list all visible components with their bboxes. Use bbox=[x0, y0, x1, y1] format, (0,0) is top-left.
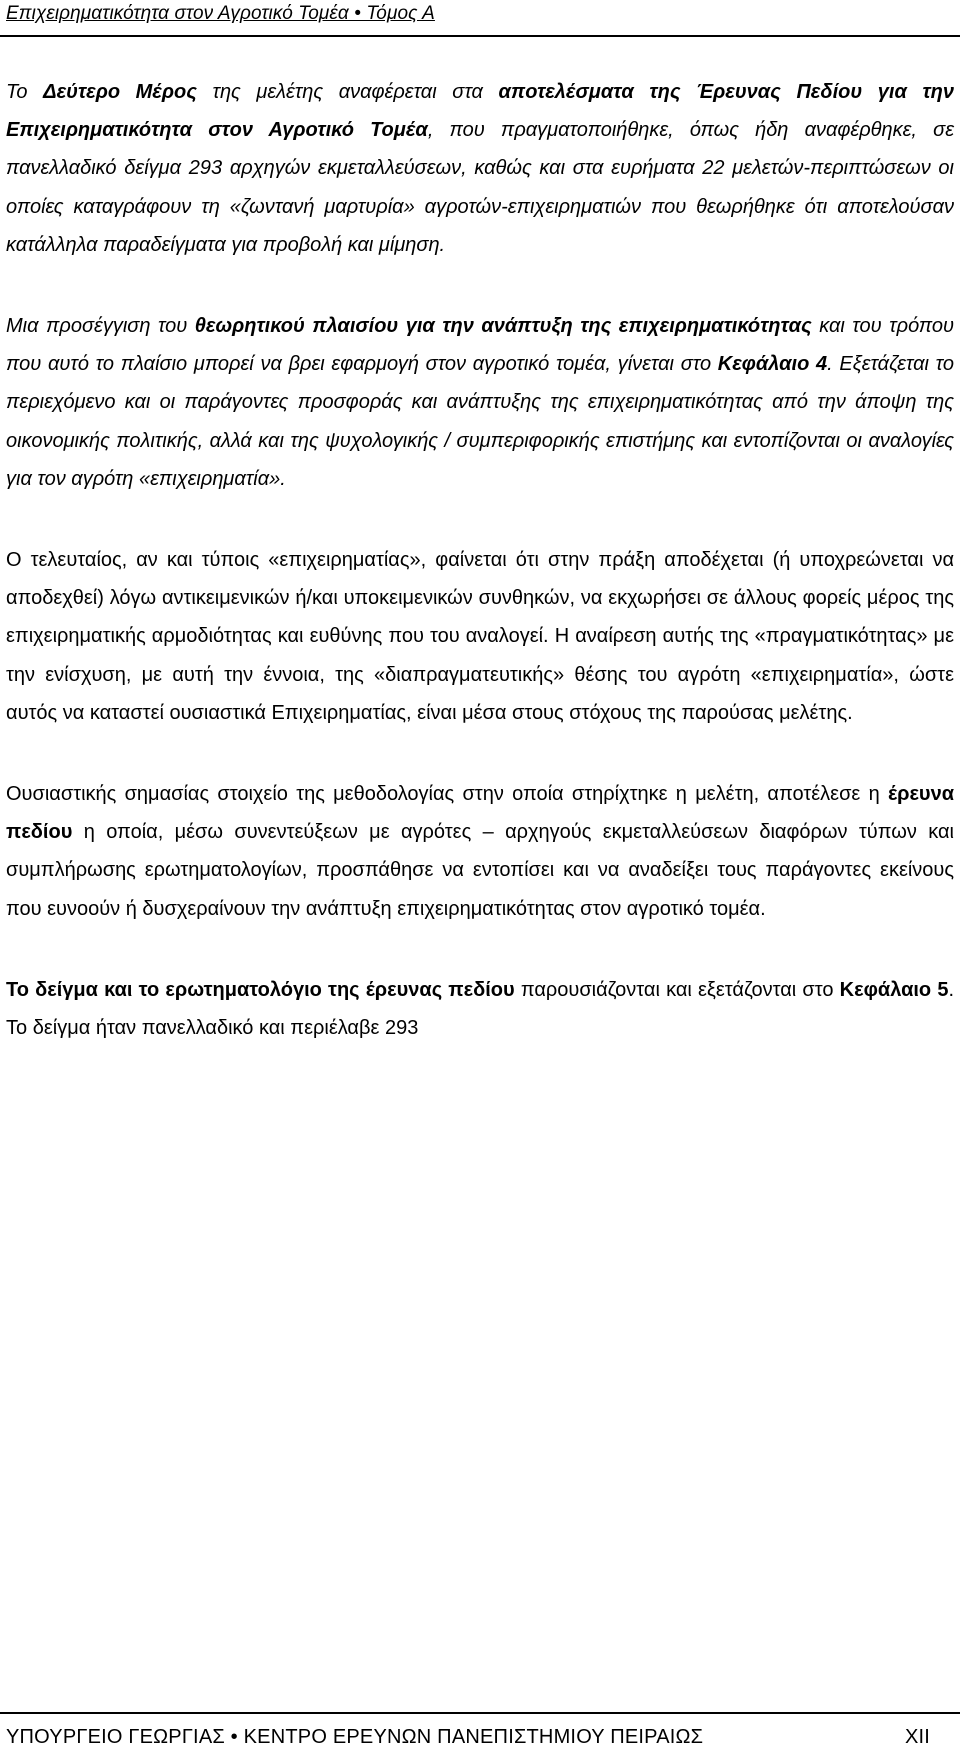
bold-text: έρευνα πεδίου bbox=[6, 783, 954, 844]
paragraph bbox=[6, 541, 954, 732]
footer-text bbox=[6, 1726, 954, 1749]
bold-text: Το δείγμα και το ερωτηματολόγιο της έρευνας πεδίου bbox=[6, 978, 515, 1001]
bold-text: Κεφάλαιο 4 bbox=[717, 353, 828, 376]
text-run: Ο τελευταίος, αν και τύποις «επιχειρηματίας», φαίνεται ότι στην πράξη αποδέχεται (ή υποχρεώνεται να αποδεχθεί) λόγω αντικειμενικών ή/και υποκειμενικών συνθηκών, να εκχωρήσει σε άλλους φορείς μέρος της επιχειρηματικής αρμοδιότητας και ευθύνης που του αναλογεί. Η αναίρεση αυτής της «πραγματικότητας» με την ενίσχυση, με αυτή την έννοια, της «διαπραγματευτικής» θέσης του αγρότη «επιχειρηματία», ώστε αυτός να καταστεί ουσιαστικά Επιχειρηματίας, είναι μέσα στους στόχους της παρούσας μελέτης. bbox=[6, 549, 954, 724]
page-number: XII bbox=[904, 1726, 930, 1748]
page-header bbox=[0, 0, 960, 37]
text-run: της μελέτης αναφέρεται στα bbox=[196, 81, 499, 103]
text-run: Το bbox=[6, 81, 44, 103]
bold-text: αποτελέσματα της Έρευνας Πεδίου για την Επιχειρηματικότητα στον Αγροτικό Τομέα bbox=[6, 81, 954, 142]
bold-text: θεωρητικού πλαισίου για την ανάπτυξη της επιχειρηματικότητας bbox=[194, 315, 812, 338]
header-rule bbox=[0, 35, 960, 37]
text-run: Ουσιαστικής σημασίας στοιχείο της μεθοδολογίας στην οποία στηρίχτηκε η μελέτη, αποτέλεσε η bbox=[6, 783, 889, 806]
bold-text: Κεφάλαιο 5 bbox=[839, 978, 949, 1001]
text-run: . Το δείγμα ήταν πανελλαδικό και περιέλαβε 293 bbox=[6, 978, 955, 1040]
footer-rule bbox=[0, 1712, 960, 1714]
paragraph bbox=[6, 775, 954, 928]
paragraph bbox=[6, 971, 954, 1047]
header-title: Επιχειρηματικότητα στον Αγροτικό Τομέα • Τόμος Α bbox=[6, 3, 435, 24]
page-footer bbox=[0, 1712, 960, 1757]
text-run: Μια προσέγγιση του bbox=[6, 315, 195, 338]
text-run: , που πραγματοποιήθηκε, όπως ήδη αναφέρθηκε, σε πανελλαδικό δείγμα 293 αρχηγών εκμεταλλεύσεων, καθώς και στα ευρήματα 22 μελετών-περιπτώσεων οι οποίες καταγράφουν τη «ζωντανή μαρτυρία» αγροτών-επιχειρηματιών που θεωρήθηκε ότι αποτελούσαν κατάλληλα παραδείγματα για προβολή και μίμηση. bbox=[6, 119, 954, 256]
text-run: παρουσιάζονται και εξετάζονται στο bbox=[514, 978, 840, 1001]
paragraph bbox=[6, 73, 954, 264]
text-run: και του τρόπου που αυτό το πλαίσιο μπορεί να βρει εφαρμογή στον αγροτικό τομέα, γίνεται στο bbox=[6, 315, 954, 376]
bold-text: Δεύτερο Μέρος bbox=[43, 81, 197, 103]
text-run: η οποία, μέσω συνεντεύξεων με αγρότες – αρχηγούς εκμεταλλεύσεων διαφόρων τύπων και συμπλήρωσης ερωτηματολογίων, προσπάθησε να εντοπίσει και να αναδείξει τους παράγοντες εκείνους που ευνοούν ή δυσχεραίνουν την ανάπτυξη επιχειρηματικότητας στον αγροτικό τομέα. bbox=[6, 821, 954, 920]
footer-publisher: ΥΠΟΥΡΓΕΙΟ ΓΕΩΡΓΙΑΣ • ΚΕΝΤΡΟ ΕΡΕΥΝΩΝ ΠΑΝΕΠΙΣΤΗΜΙΟΥ ΠΕΙΡΑΙΩΣ bbox=[6, 1726, 704, 1748]
text-run: . Εξετάζεται το περιεχόμενο και οι παράγοντες προσφοράς και ανάπτυξης της επιχειρηματικότητας από την άποψη της οικονομικής πολιτικής, αλλά και της ψυχολογικής / συμπεριφορικής επιστήμης και εντοπίζονται οι αναλογίες για τον αγρότη «επιχειρηματία». bbox=[6, 353, 954, 490]
document-body bbox=[6, 73, 954, 1090]
paragraph bbox=[6, 307, 954, 498]
